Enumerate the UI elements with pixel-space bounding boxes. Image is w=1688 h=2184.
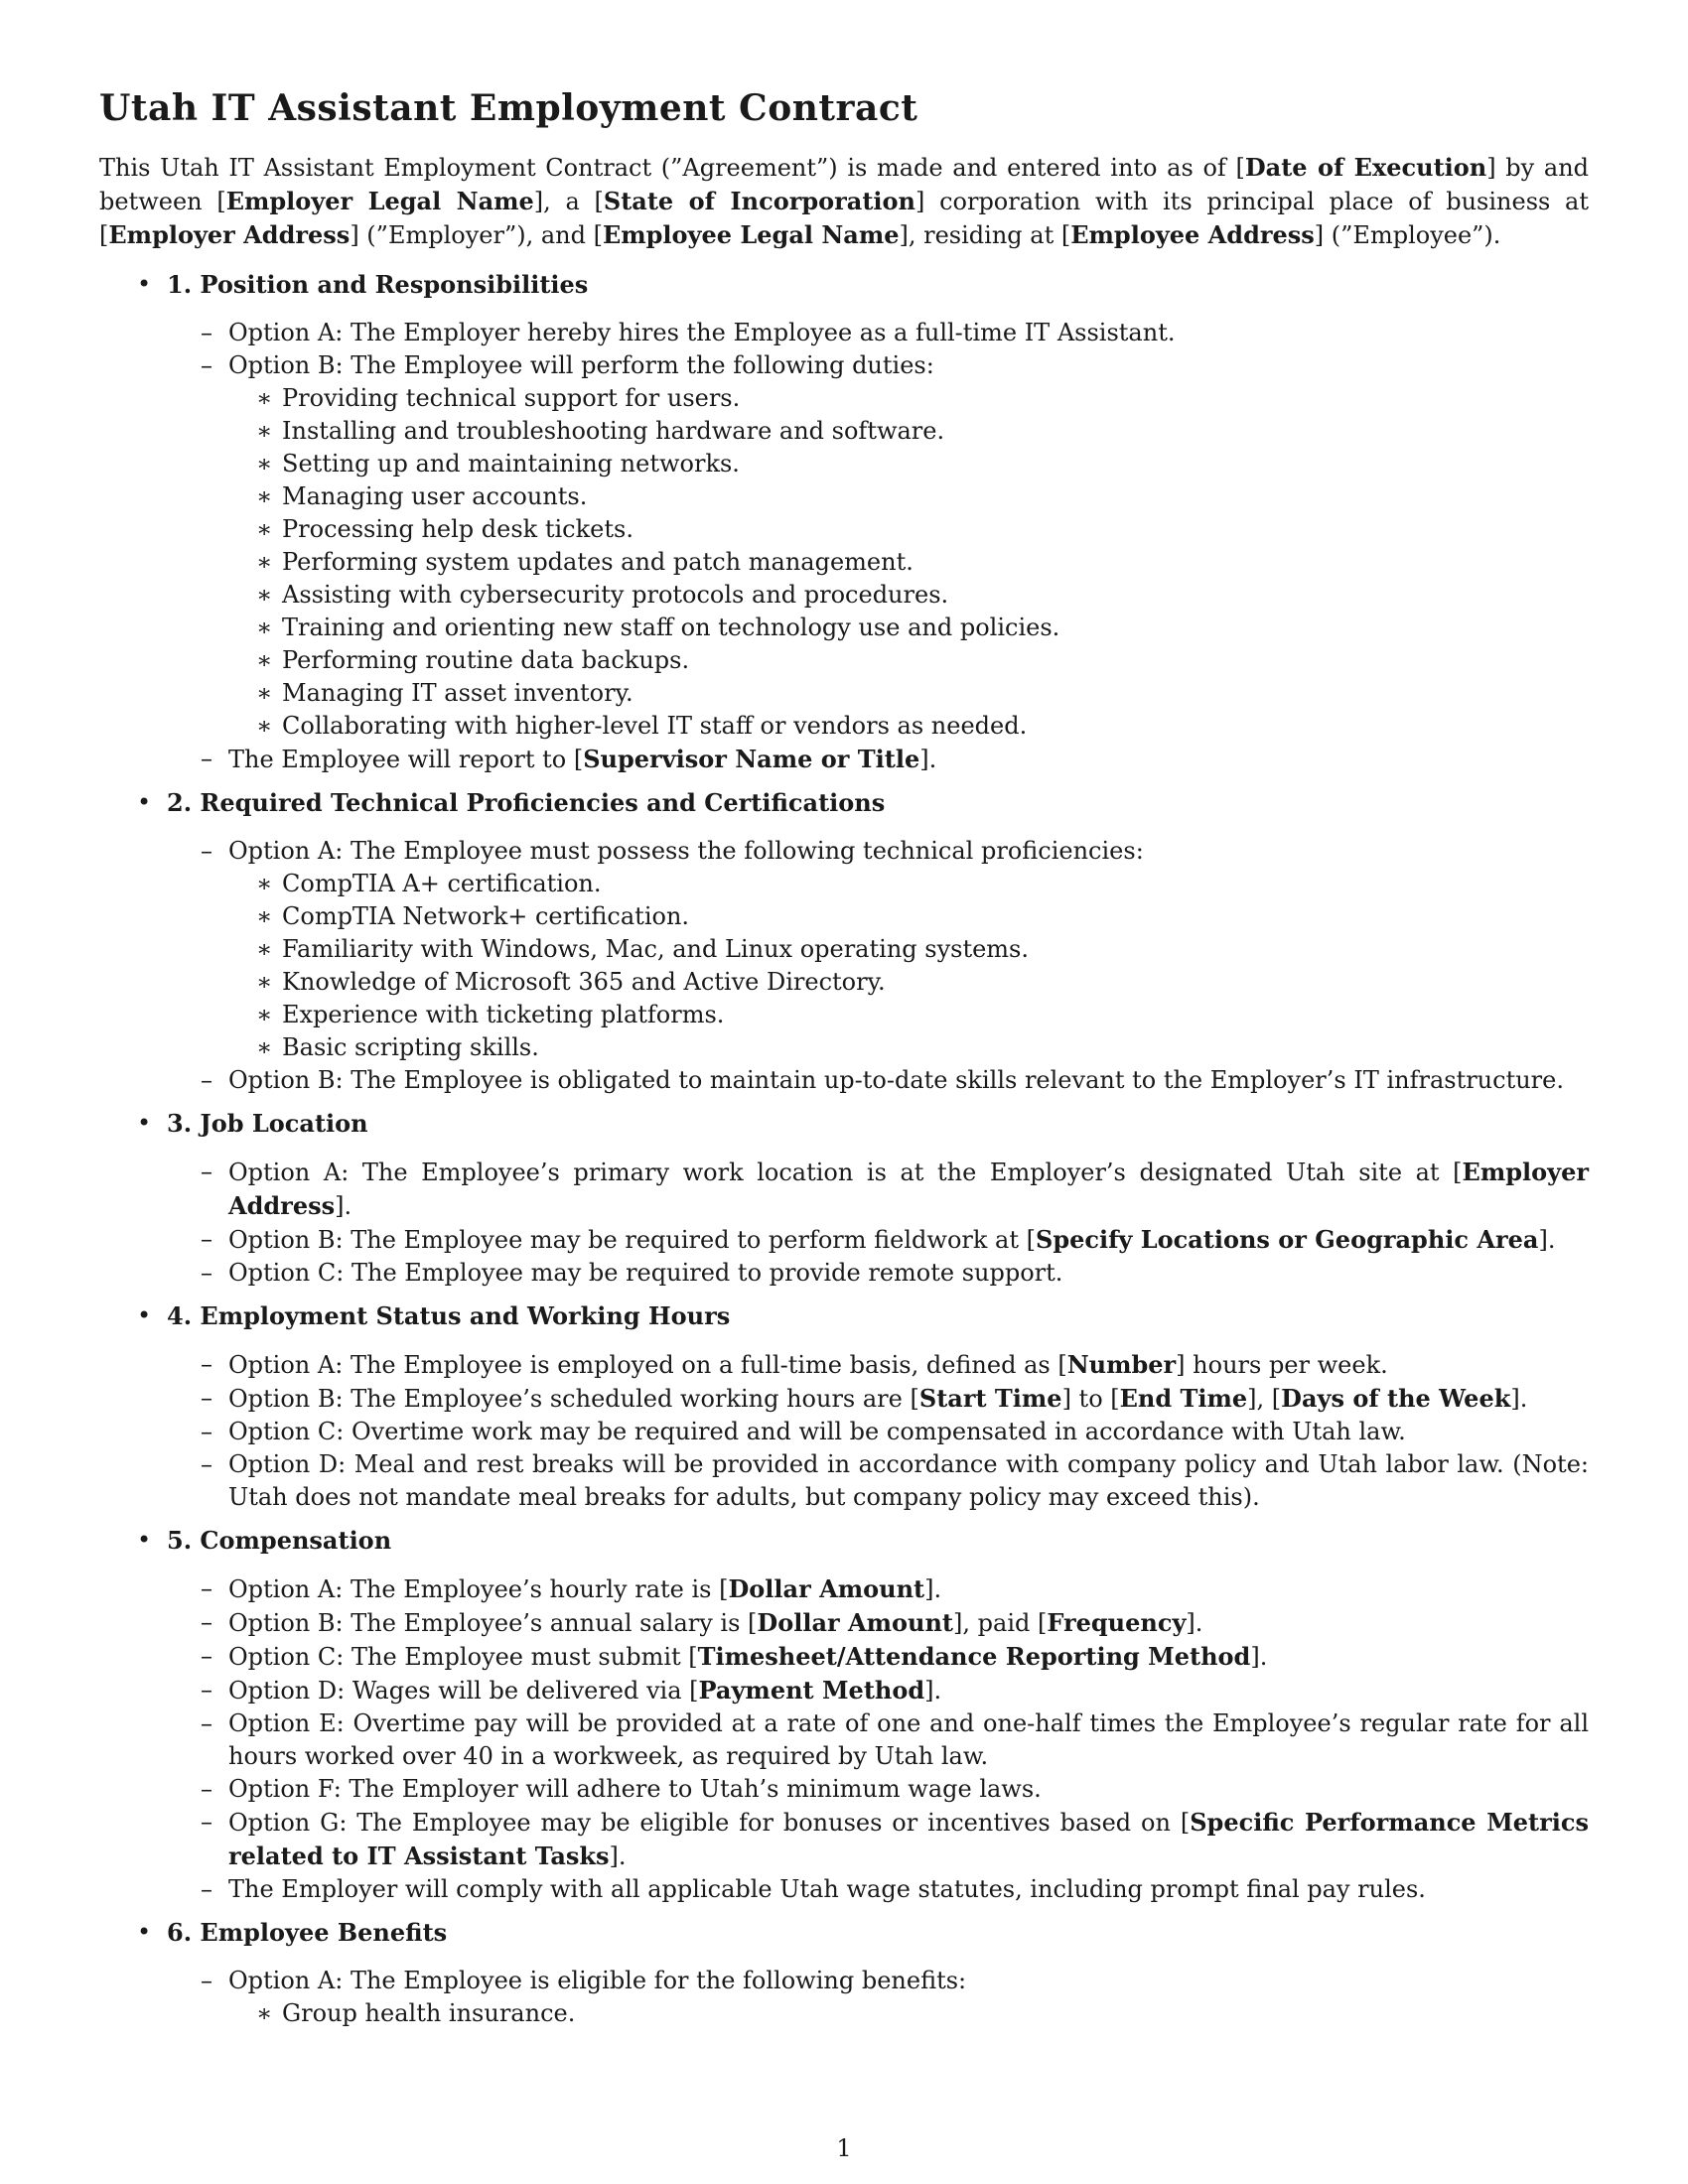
duty-item: ∗ Assisting with cybersecurity protocols and procedures. (228, 579, 1589, 612)
list-item: – Option A: The Employee is eligible for the following benefits: ∗ Group health insurance. (167, 1965, 1589, 2030)
skill-item: ∗ Familiarity with Windows, Mac, and Linux operating systems. (228, 933, 1589, 966)
list-item: – Option D: Wages will be delivered via [Payment Method]. (167, 1674, 1589, 1707)
field-days-of-week: Days of the Week (1281, 1384, 1511, 1413)
page-title: Utah IT Assistant Employment Contract (99, 87, 918, 129)
skill-item: ∗ CompTIA Network+ certification. (228, 900, 1589, 933)
list-item: – Option C: The Employee may be required to provide remote support. (167, 1257, 1589, 1290)
field-end-time: End Time (1119, 1384, 1248, 1413)
benefits-list (228, 1997, 1589, 2030)
list-item: – Option C: Overtime work may be required and will be compensated in accordance with Utah law. (167, 1416, 1589, 1448)
list-item: – The Employer will comply with all applicable Utah wage statutes, including prompt final pay rules. (167, 1873, 1589, 1906)
list-item: – Option B: The Employee is obligated to maintain up-to-date skills relevant to the Employer’s IT infrastructure. (167, 1064, 1589, 1097)
field-employer-legal-name: Employer Legal Name (225, 187, 534, 215)
field-timesheet-method: Timesheet/Attendance Reporting Method (697, 1642, 1251, 1671)
list-item: – The Employee will report to [Supervisor Name or Title]. (167, 743, 1589, 776)
list-item: – Option B: The Employee may be required to perform fieldwork at [Specify Locations or Geographic Area]. (167, 1223, 1589, 1257)
field-frequency: Frequency (1047, 1608, 1187, 1637)
intro-paragraph: This Utah IT Assistant Employment Contract (”Agreement”) is made and entered into as of [Date of Execution] by and between [Employer Legal Name], a [State of Incorporation] corporation with its principal place of business at [Employer Address] (”Employer”), and [Employee Legal Name], residing at [Employee Address] (”Employee”). (99, 153, 1590, 249)
duty-item: ∗ Managing user accounts. (228, 480, 1589, 513)
duty-item: ∗ Performing routine data backups. (228, 644, 1589, 677)
field-employer-address: Employer Address (228, 1158, 1589, 1220)
field-payment-method: Payment Method (698, 1676, 925, 1705)
list-item: – Option A: The Employee’s hourly rate is [Dollar Amount]. (167, 1572, 1589, 1606)
duty-item: ∗ Managing IT asset inventory. (228, 677, 1589, 710)
duties-list (228, 382, 1589, 743)
section-title: • 2. Required Technical Proficiencies and Certifications (167, 788, 886, 817)
duty-item: ∗ Setting up and maintaining networks. (228, 448, 1589, 480)
field-employee-address: Employee Address (1070, 220, 1315, 249)
section-title: • 5. Compensation (167, 1526, 392, 1555)
section-working-hours (99, 1299, 1589, 1514)
contract-page (99, 87, 1589, 2040)
field-performance-metrics: Specific Performance Metrics related to IT Assistant Tasks (228, 1808, 1589, 1870)
list-item: – Option B: The Employee’s scheduled working hours are [Start Time] to [End Time], [Days of the Week]. (167, 1382, 1589, 1416)
field-employer-address: Employer Address (108, 220, 351, 249)
list-item: – Option B: The Employee’s annual salary is [Dollar Amount], paid [Frequency]. (167, 1606, 1589, 1640)
sections-list (99, 268, 1589, 2030)
duty-item: ∗ Collaborating with higher-level IT staff or vendors as needed. (228, 710, 1589, 743)
skill-item: ∗ Basic scripting skills. (228, 1031, 1589, 1064)
field-dollar-amount: Dollar Amount (728, 1574, 925, 1603)
page-number: 1 (836, 2134, 852, 2162)
duty-item: ∗ Providing technical support for users. (228, 382, 1589, 415)
section-job-location (99, 1107, 1589, 1290)
duty-item: ∗ Training and orienting new staff on technology use and policies. (228, 612, 1589, 644)
skill-item: ∗ Knowledge of Microsoft 365 and Active Directory. (228, 966, 1589, 999)
section-title: • 6. Employee Benefits (167, 1918, 448, 1947)
section-title: • 1. Position and Responsibilities (167, 270, 589, 299)
field-dollar-amount: Dollar Amount (757, 1608, 954, 1637)
list-item: – Option A: The Employer hereby hires the Employee as a full-time IT Assistant. (167, 317, 1589, 349)
field-start-time: Start Time (918, 1384, 1062, 1413)
list-item: – Option E: Overtime pay will be provided at a rate of one and one-half times the Employee’s regular rate for all hours worked over 40 in a workweek, as required by Utah law. (167, 1707, 1589, 1773)
list-item: – Option A: The Employee must possess the following technical proficiencies: ∗ CompTIA A+ certification. ∗ CompTIA Network+ certification. ∗ Familiarity with Windows, Mac, and Linux operating systems. ∗ Knowledge of Microsoft 365 and Active Directory. ∗ Experience with ticketing platforms. ∗ Basic scripting skills. (167, 835, 1589, 1064)
skill-item: ∗ Experience with ticketing platforms. (228, 999, 1589, 1031)
list-item: – Option A: The Employee’s primary work location is at the Employer’s designated Utah site at [Employer Address]. (167, 1156, 1589, 1223)
section-compensation (99, 1524, 1589, 1906)
list-item: – Option F: The Employer will adhere to Utah’s minimum wage laws. (167, 1773, 1589, 1806)
duty-item: ∗ Performing system updates and patch management. (228, 546, 1589, 579)
field-locations: Specify Locations or Geographic Area (1035, 1225, 1539, 1254)
section-proficiencies (99, 786, 1589, 1097)
skill-item: ∗ CompTIA A+ certification. (228, 868, 1589, 900)
list-item: – Option A: The Employee is employed on a full-time basis, defined as [Number] hours per week. (167, 1348, 1589, 1382)
section-title: • 3. Job Location (167, 1109, 368, 1138)
duty-item: ∗ Processing help desk tickets. (228, 513, 1589, 546)
field-number: Number (1066, 1350, 1177, 1379)
duty-item: ∗ Installing and troubleshooting hardware and software. (228, 415, 1589, 448)
list-item: – Option G: The Employee may be eligible for bonuses or incentives based on [Specific Performance Metrics related to IT Assistant Tasks]. (167, 1806, 1589, 1873)
skills-list (228, 868, 1589, 1064)
field-date-of-execution: Date of Execution (1244, 153, 1487, 182)
section-benefits (99, 1916, 1589, 2030)
field-supervisor: Supervisor Name or Title (583, 745, 920, 773)
section-title: • 4. Employment Status and Working Hours (167, 1301, 731, 1330)
list-item: – Option D: Meal and rest breaks will be provided in accordance with company policy and Utah labor law. (Note: Utah does not mandate meal breaks for adults, but company policy may exceed this). (167, 1448, 1589, 1514)
list-item: – Option B: The Employee will perform the following duties: ∗ Providing technical support for users. ∗ Installing and troubleshooting hardware and software. ∗ Setting up and maintaining networks. ∗ Managing user accounts. ∗ Processing help desk tickets. ∗ Performing system updates and patch management. ∗ Assisting with cybersecurity protocols and procedures. ∗ Training and orienting new staff on technology use and policies. ∗ Performing routine data backups. ∗ Managing IT asset inventory. ∗ Collaborating with higher-level IT staff or vendors as needed. (167, 349, 1589, 743)
benefit-item: ∗ Group health insurance. (228, 1997, 1589, 2030)
section-position (99, 268, 1589, 776)
field-state-of-incorporation: State of Incorporation (603, 187, 915, 215)
list-item: – Option C: The Employee must submit [Timesheet/Attendance Reporting Method]. (167, 1640, 1589, 1674)
field-employee-legal-name: Employee Legal Name (602, 220, 900, 249)
